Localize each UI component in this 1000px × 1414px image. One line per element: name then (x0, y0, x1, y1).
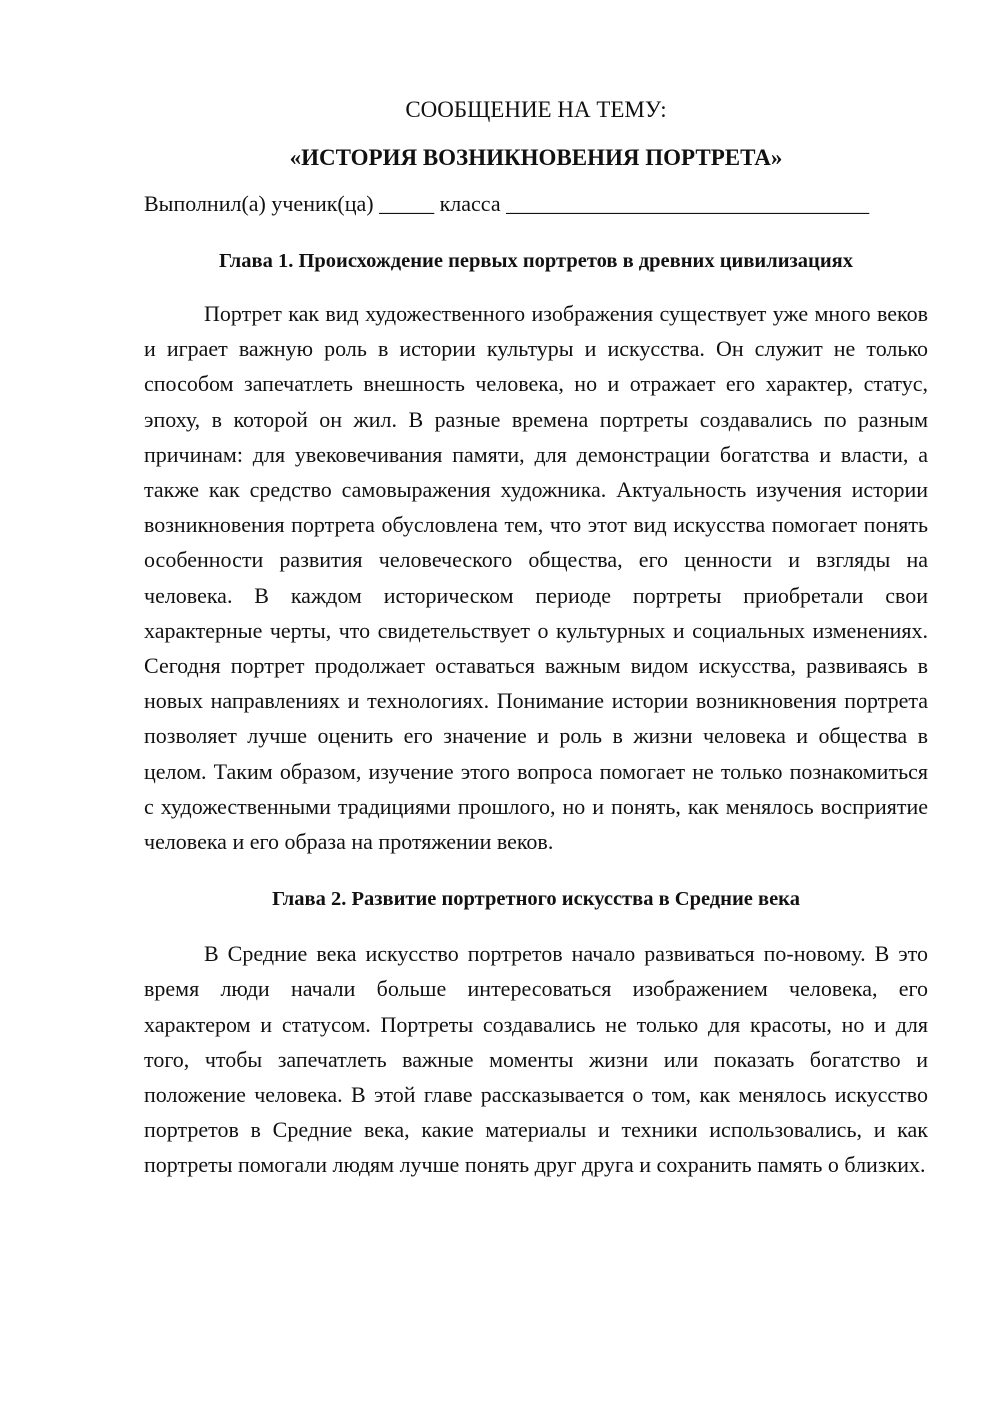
document-title-prefix: СООБЩЕНИЕ НА ТЕМУ: (405, 97, 667, 122)
chapter-2-heading: Глава 2. Развитие портретного искусства в Средние века (272, 888, 800, 911)
chapter-1-paragraph: Портрет как вид художественного изображения существует уже много веков и играет важную роль в истории культуры и искусства. Он служит не только способом запечатлеть внешность человека, но и отражает его характер, статус, эпоху, в которой он жил. В разные времена портреты создавались по разным причинам: для увековечивания памяти, для демонстрации богатства и власти, а также как средство самовыражения художника. Актуальность изучения истории возникновения портрета обусловлена тем, что этот вид искусства помогает понять особенности развития человеческого общества, его ценности и взгляды на человека. В каждом историческом периоде портреты приобретали свои характерные черты, что свидетельствует о культурных и социальных изменениях. Сегодня портрет продолжает оставаться важным видом искусства, развиваясь в новых направлениях и технологиях. Понимание истории возникновения портрета позволяет лучше оценить его значение и роль в жизни человека и общества в целом. Таким образом, изучение этого вопроса помогает не только познакомиться с художественными традициями прошлого, но и понять, как менялось восприятие человека и его образа на протяжении веков. (144, 301, 928, 855)
chapter-2-paragraph: В Средние века искусство портретов начало развиваться по-новому. В это время люди начали больше интересоваться изображением человека, его характером и статусом. Портреты создавались не только для красоты, но и для того, чтобы запечатлеть важные моменты жизни или показать богатство и положение человека. В этой главе рассказывается о том, как менялось искусство портретов в Средние века, какие материалы и техники использовались, и как портреты помогали людям лучше понять друг друга и сохранить память о близких. (144, 941, 928, 1178)
author-line: Выполнил(а) ученик(ца) _____ класса _________________________________ (144, 191, 870, 216)
document-title: «ИСТОРИЯ ВОЗНИКНОВЕНИЯ ПОРТРЕТА» (289, 145, 783, 170)
document-page (144, 92, 928, 1183)
chapter-1-heading: Глава 1. Происхождение первых портретов в древних цивилизациях (219, 250, 853, 272)
